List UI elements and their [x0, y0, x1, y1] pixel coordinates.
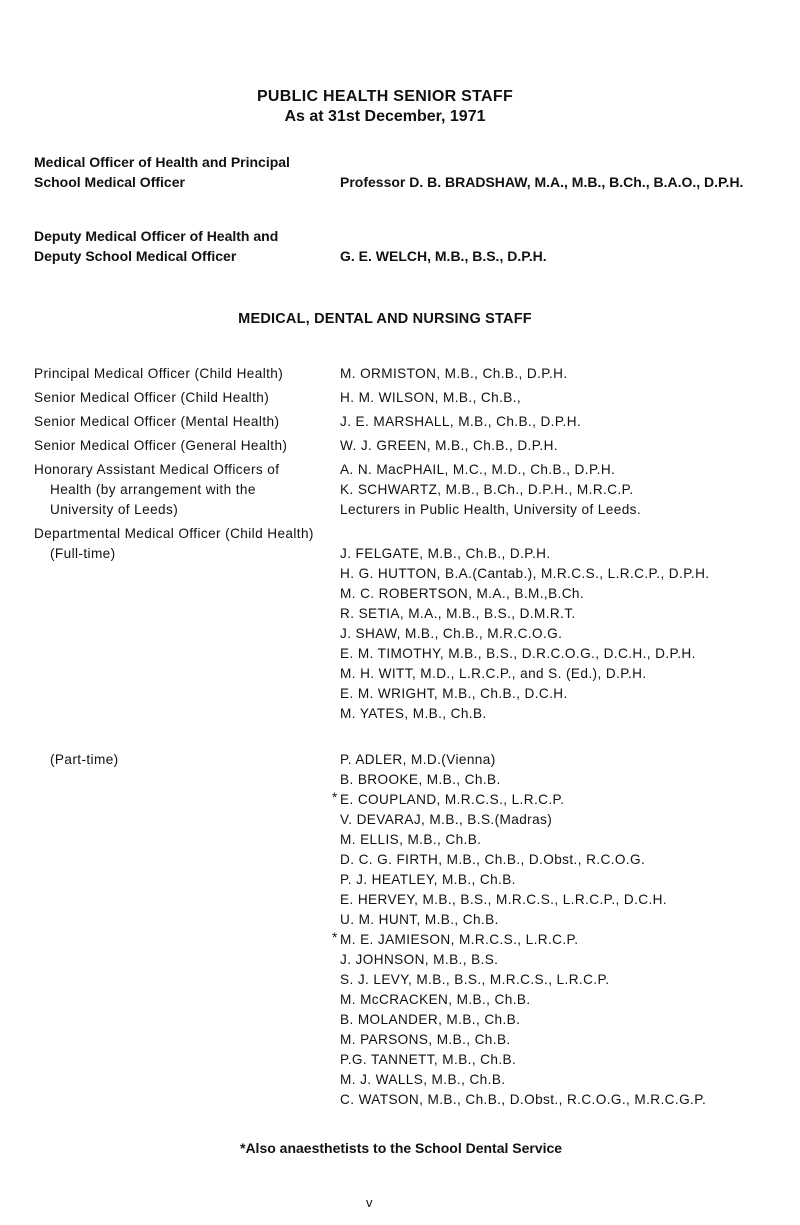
- parttime-name: [340, 1050, 706, 1070]
- parttime-name: [340, 1070, 706, 1090]
- parttime-name: [340, 750, 706, 770]
- senior-role-2: [34, 226, 278, 266]
- staff-role: Senior Medical Officer (Mental Health): [34, 414, 280, 429]
- staff-name: J. E. MARSHALL, M.B., Ch.B., D.P.H.: [340, 414, 582, 429]
- parttime-name-text: P. ADLER, M.D.(Vienna): [340, 752, 496, 767]
- departmental-role-line: Departmental Medical Officer (Child Health): [34, 526, 314, 541]
- fulltime-names: [340, 544, 709, 724]
- fulltime-name: R. SETIA, M.A., M.B., B.S., D.M.R.T.: [340, 606, 576, 621]
- fulltime-name: J. FELGATE, M.B., Ch.B., D.P.H.: [340, 546, 551, 561]
- page-subtitle: As at 31st December, 1971: [284, 108, 486, 125]
- honorary-role-line: University of Leeds): [50, 502, 179, 517]
- staff-role: Senior Medical Officer (Child Health): [34, 390, 270, 405]
- honorary-name: A. N. MacPHAIL, M.C., M.D., Ch.B., D.P.H.: [340, 462, 616, 477]
- parttime-name: [340, 770, 706, 790]
- footnote: *Also anaesthetists to the School Dental Service: [240, 1140, 563, 1156]
- senior-role-line: School Medical Officer: [34, 174, 185, 190]
- parttime-name-text: D. C. G. FIRTH, M.B., Ch.B., D.Obst., R.C.O.G.: [340, 852, 646, 867]
- parttime-name: [332, 930, 706, 950]
- parttime-name-text: V. DEVARAJ, M.B., B.S.(Madras): [340, 812, 553, 827]
- parttime-name: [340, 910, 706, 930]
- parttime-name-text: M. McCRACKEN, M.B., Ch.B.: [340, 992, 531, 1007]
- parttime-names: [332, 750, 707, 1110]
- parttime-name: [340, 950, 706, 970]
- staff-names: [340, 364, 581, 460]
- parttime-name-text: M. ELLIS, M.B., Ch.B.: [340, 832, 482, 847]
- staff-name: M. ORMISTON, M.B., Ch.B., D.P.H.: [340, 366, 568, 381]
- parttime-name: [340, 810, 706, 830]
- parttime-label: (Part-time): [50, 752, 119, 767]
- departmental-role: [34, 524, 314, 564]
- honorary-note: Lecturers in Public Health, University of Leeds.: [340, 502, 642, 517]
- fulltime-name: E. M. TIMOTHY, M.B., B.S., D.R.C.O.G., D.C.H., D.P.H.: [340, 646, 696, 661]
- parttime-name: [340, 970, 706, 990]
- asterisk-mark: *: [332, 790, 338, 805]
- honorary-names: [340, 460, 641, 520]
- page-title: PUBLIC HEALTH SENIOR STAFF: [256, 88, 514, 105]
- parttime-name-text: B. BROOKE, M.B., Ch.B.: [340, 772, 501, 787]
- parttime-name: [332, 790, 706, 810]
- parttime-label-wrap: [50, 750, 119, 770]
- honorary-role: [34, 460, 279, 520]
- staff-roles: [34, 364, 287, 460]
- parttime-name-text: M. PARSONS, M.B., Ch.B.: [340, 1032, 511, 1047]
- fulltime-name: M. H. WITT, M.D., L.R.C.P., and S. (Ed.), D.P.H.: [340, 666, 647, 681]
- honorary-role-line: Health (by arrangement with the: [50, 482, 256, 497]
- staff-name: H. M. WILSON, M.B., Ch.B.,: [340, 390, 522, 405]
- parttime-name: [340, 870, 706, 890]
- fulltime-name: M. C. ROBERTSON, M.A., B.M.,B.Ch.: [340, 586, 585, 601]
- staff-name: W. J. GREEN, M.B., Ch.B., D.P.H.: [340, 438, 559, 453]
- parttime-name: [340, 1090, 706, 1110]
- fulltime-label: (Full-time): [50, 546, 116, 561]
- parttime-name-text: P.G. TANNETT, M.B., Ch.B.: [340, 1052, 517, 1067]
- parttime-name: [340, 1010, 706, 1030]
- section-heading: MEDICAL, DENTAL AND NURSING STAFF: [238, 311, 532, 327]
- senior-role-line: Deputy School Medical Officer: [34, 248, 237, 264]
- parttime-name-text: M. E. JAMIESON, M.R.C.S., L.R.C.P.: [340, 932, 579, 947]
- parttime-name-text: M. J. WALLS, M.B., Ch.B.: [340, 1072, 506, 1087]
- parttime-name-text: B. MOLANDER, M.B., Ch.B.: [340, 1012, 521, 1027]
- parttime-name: [340, 890, 706, 910]
- senior-name-2: G. E. WELCH, M.B., B.S., D.P.H.: [340, 248, 547, 264]
- parttime-name: [340, 990, 706, 1010]
- parttime-name: [340, 850, 706, 870]
- staff-role: Principal Medical Officer (Child Health): [34, 366, 284, 381]
- senior-role-1: [34, 152, 290, 192]
- staff-role: Senior Medical Officer (General Health): [34, 438, 288, 453]
- fulltime-name: E. M. WRIGHT, M.B., Ch.B., D.C.H.: [340, 686, 568, 701]
- fulltime-name: M. YATES, M.B., Ch.B.: [340, 706, 487, 721]
- parttime-name-text: J. JOHNSON, M.B., B.S.: [340, 952, 499, 967]
- parttime-name: [340, 1030, 706, 1050]
- parttime-name-text: U. M. HUNT, M.B., Ch.B.: [340, 912, 499, 927]
- honorary-name: K. SCHWARTZ, M.B., B.Ch., D.P.H., M.R.C.P.: [340, 482, 634, 497]
- asterisk-mark: *: [332, 930, 338, 945]
- fulltime-name: H. G. HUTTON, B.A.(Cantab.), M.R.C.S., L.R.C.P., D.P.H.: [340, 566, 710, 581]
- fulltime-name: J. SHAW, M.B., Ch.B., M.R.C.O.G.: [340, 626, 563, 641]
- parttime-name-text: E. HERVEY, M.B., B.S., M.R.C.S., L.R.C.P., D.C.H.: [340, 892, 668, 907]
- honorary-role-line: Honorary Assistant Medical Officers of: [34, 462, 280, 477]
- senior-role-line: Medical Officer of Health and Principal: [34, 154, 290, 170]
- page-number: v: [366, 1195, 373, 1210]
- senior-name-1: Professor D. B. BRADSHAW, M.A., M.B., B.Ch., B.A.O., D.P.H.: [340, 174, 744, 190]
- parttime-name-text: C. WATSON, M.B., Ch.B., D.Obst., R.C.O.G., M.R.C.G.P.: [340, 1092, 707, 1107]
- parttime-name: [340, 830, 706, 850]
- parttime-name-text: P. J. HEATLEY, M.B., Ch.B.: [340, 872, 516, 887]
- parttime-name-text: E. COUPLAND, M.R.C.S., L.R.C.P.: [340, 792, 565, 807]
- senior-role-line: Deputy Medical Officer of Health and: [34, 228, 279, 244]
- parttime-name-text: S. J. LEVY, M.B., B.S., M.R.C.S., L.R.C.P.: [340, 972, 610, 987]
